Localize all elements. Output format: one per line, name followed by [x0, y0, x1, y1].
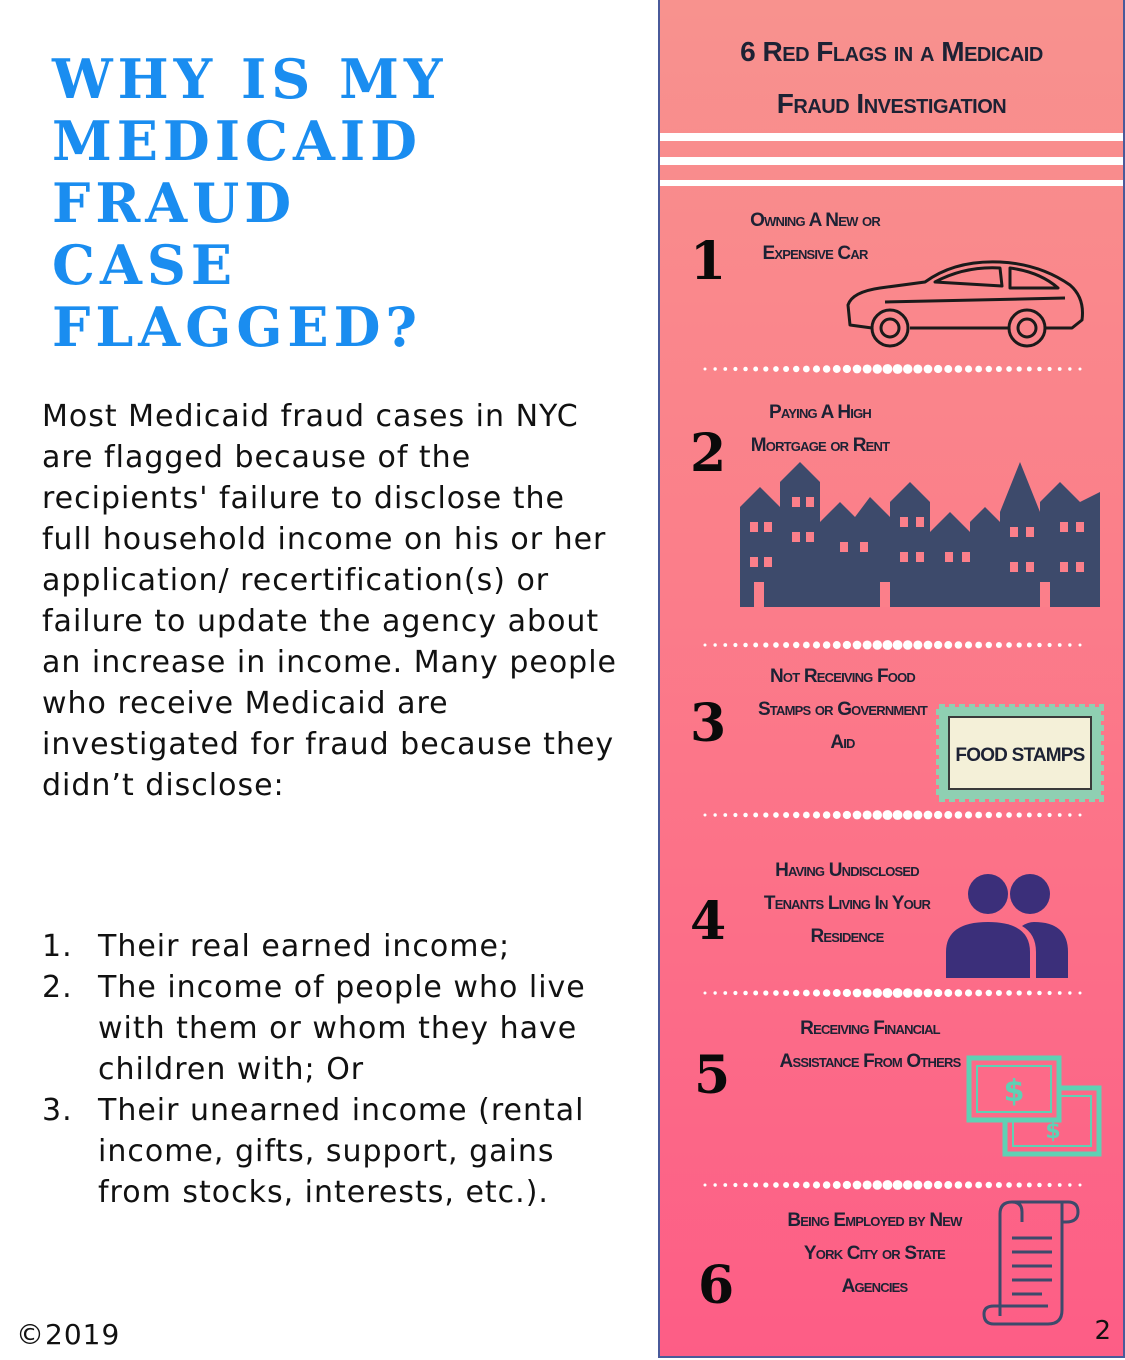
separator-dot	[704, 1184, 707, 1187]
separator-dot	[883, 364, 893, 374]
dotted-separator	[700, 986, 1085, 1000]
separator-dot	[803, 812, 810, 819]
separator-dot	[863, 810, 872, 819]
separator-dot	[1058, 991, 1062, 995]
separator-dot	[743, 1183, 748, 1188]
separator-dot	[924, 989, 933, 998]
separator-dot	[713, 813, 716, 816]
separator-dot	[1079, 368, 1082, 371]
separator-dot	[893, 1180, 903, 1190]
separator-dot	[934, 365, 942, 373]
separator-dot	[1079, 644, 1082, 647]
separator-dot	[996, 1182, 1002, 1188]
separator-dot	[1048, 1183, 1052, 1187]
separator-dot	[853, 1181, 862, 1190]
separator-dot	[753, 1183, 758, 1188]
separator-dot	[1037, 1183, 1042, 1188]
separator-dot	[733, 367, 737, 371]
separator-dot	[893, 364, 903, 374]
separator-dot	[753, 367, 758, 372]
separator-dot	[843, 365, 851, 373]
separator-dot	[743, 643, 748, 648]
separator-dot	[1027, 367, 1032, 372]
separator-dot	[1079, 1184, 1082, 1187]
separator-dot	[713, 367, 716, 370]
separator-dot	[704, 644, 707, 647]
separator-dot	[743, 991, 748, 996]
flag-number-4: 4	[690, 891, 727, 952]
separator-dot	[903, 364, 912, 373]
separator-dot	[823, 365, 831, 373]
separator-dot	[913, 640, 922, 649]
people-icon	[942, 872, 1072, 980]
title-line: WHY IS MY	[52, 47, 448, 111]
money-icon	[965, 1054, 1105, 1158]
separator-dot	[873, 810, 882, 819]
separator-dot	[913, 364, 922, 373]
separator-dot	[893, 810, 903, 820]
separator-dot	[753, 813, 758, 818]
separator-dot	[924, 365, 933, 374]
separator-dot	[833, 641, 841, 649]
separator-dot	[1006, 1182, 1012, 1188]
separator-dot	[955, 811, 963, 819]
separator-dot	[965, 365, 972, 372]
separator-dot	[823, 1181, 831, 1189]
separator-dot	[1027, 1183, 1032, 1188]
separator-dot	[783, 1182, 789, 1188]
separator-dot	[1006, 366, 1012, 372]
separator-dot	[1037, 643, 1042, 648]
separator-dot	[1079, 814, 1082, 817]
separator-dot	[773, 642, 779, 648]
scroll-icon	[982, 1198, 1082, 1330]
separator-dot	[955, 641, 963, 649]
flag-number-6: 6	[698, 1255, 735, 1316]
separator-dot	[996, 812, 1002, 818]
separator-dot	[883, 810, 893, 820]
separator-dot	[704, 368, 707, 371]
separator-dot	[863, 364, 872, 373]
title-line: MEDICAID	[52, 109, 422, 173]
separator-dot	[843, 811, 851, 819]
separator-dot	[893, 988, 903, 998]
separator-dot	[793, 642, 799, 648]
separator-dot	[813, 989, 820, 996]
separator-dot	[743, 813, 748, 818]
separator-dot	[955, 1181, 963, 1189]
copyright-notice: ©2019	[16, 1318, 121, 1351]
separator-dot	[773, 812, 779, 818]
separator-dot	[1058, 813, 1062, 817]
flag-number-2: 2	[690, 423, 727, 484]
separator-dot	[783, 990, 789, 996]
flag-label-line: Aid	[830, 732, 855, 753]
list-number: 3.	[42, 1093, 73, 1128]
separator-dot	[813, 1181, 820, 1188]
food-stamps-icon	[935, 703, 1105, 803]
flag-label-3	[740, 660, 945, 759]
separator-dot	[944, 989, 952, 997]
separator-dot	[975, 990, 982, 997]
separator-dot	[1017, 990, 1022, 995]
separator-dot	[1058, 643, 1062, 647]
list-number: 1.	[42, 929, 73, 964]
separator-dot	[965, 641, 972, 648]
separator-dot	[723, 367, 727, 371]
separator-dot	[743, 367, 748, 372]
separator-dot	[934, 1181, 942, 1189]
flag-label-line: Stamps or Government	[757, 699, 928, 720]
separator-dot	[975, 1182, 982, 1189]
separator-dot	[833, 365, 841, 373]
flag-number-3: 3	[690, 693, 727, 754]
intro-paragraph: Most Medicaid fraud cases in NYC are flagged because of the recipients' failure to disclose the full household income on his or her application/ recertification(s) or failure to update the agency about an increase in income. Many people who receive Medicaid are investigated for fraud because they didn’t disclose:	[42, 399, 618, 803]
separator-dot	[853, 811, 862, 820]
separator-dot	[986, 812, 992, 818]
separator-dot	[704, 814, 707, 817]
separator-dot	[944, 1181, 952, 1189]
separator-dot	[833, 811, 841, 819]
separator-dot	[873, 364, 882, 373]
list-text: The income of people who live with them or whom they have children with; Or	[98, 970, 586, 1087]
separator-dot	[955, 365, 963, 373]
separator-dot	[793, 990, 799, 996]
page-number: 2	[1094, 1316, 1111, 1346]
separator-dot	[733, 1183, 737, 1187]
separator-dot	[1048, 643, 1052, 647]
separator-dot	[934, 641, 942, 649]
separator-dot	[853, 989, 862, 998]
list-number: 2.	[42, 970, 73, 1005]
separator-dot	[833, 1181, 841, 1189]
separator-dot	[853, 365, 862, 374]
separator-dot	[965, 1181, 972, 1188]
separator-dot	[996, 366, 1002, 372]
separator-dot	[823, 641, 831, 649]
divider-stripe	[660, 180, 1123, 186]
separator-dot	[873, 1180, 882, 1189]
separator-dot	[733, 991, 737, 995]
separator-dot	[986, 990, 992, 996]
list-text: Their unearned income (rental income, gifts, support, gains from stocks, interests, etc.).	[98, 1093, 585, 1210]
separator-dot	[823, 989, 831, 997]
separator-dot	[713, 1183, 716, 1186]
flag-label-line: Mortgage or Rent	[750, 435, 890, 456]
separator-dot	[996, 990, 1002, 996]
dotted-separator	[700, 808, 1085, 822]
separator-dot	[965, 811, 972, 818]
separator-dot	[813, 365, 820, 372]
separator-dot	[913, 988, 922, 997]
separator-dot	[944, 641, 952, 649]
separator-dot	[1037, 991, 1042, 996]
separator-dot	[803, 1182, 810, 1189]
flag-label-line: Not Receiving Food	[770, 666, 915, 687]
separator-dot	[1017, 366, 1022, 371]
separator-dot	[924, 1181, 933, 1190]
infographic-title-line: Fraud Investigation	[776, 88, 1007, 119]
separator-dot	[733, 643, 737, 647]
separator-dot	[773, 1182, 779, 1188]
separator-dot	[783, 812, 789, 818]
flag-label-line: Expensive Car	[762, 243, 868, 264]
dollar-sign: $	[1003, 1074, 1025, 1109]
separator-dot	[893, 640, 903, 650]
flag-label-line: Having Undisclosed	[775, 860, 919, 881]
flag-label-4	[742, 854, 952, 953]
separator-dot	[773, 990, 779, 996]
separator-dot	[986, 366, 992, 372]
page-title	[52, 48, 612, 358]
infographic-title	[660, 26, 1123, 130]
separator-dot	[823, 811, 831, 819]
list-text: Their real earned income;	[98, 929, 511, 964]
separator-dot	[753, 991, 758, 996]
separator-dot	[863, 1180, 872, 1189]
separator-dot	[773, 366, 779, 372]
separator-dot	[763, 642, 768, 647]
separator-dot	[1006, 990, 1012, 996]
separator-dot	[713, 643, 716, 646]
separator-dot	[903, 810, 912, 819]
list-item	[42, 926, 622, 967]
separator-dot	[1017, 1182, 1022, 1187]
separator-dot	[1068, 643, 1071, 646]
separator-dot	[763, 366, 768, 371]
flag-label-line: Owning A New or	[750, 210, 880, 231]
separator-dot	[843, 989, 851, 997]
separator-dot	[723, 991, 727, 995]
separator-dot	[803, 642, 810, 649]
separator-dot	[723, 1183, 727, 1187]
separator-dot	[1027, 991, 1032, 996]
separator-dot	[763, 1182, 768, 1187]
separator-dot	[1027, 643, 1032, 648]
separator-dot	[944, 365, 952, 373]
separator-dot	[863, 988, 872, 997]
flag-label-2	[720, 396, 920, 462]
separator-dot	[1017, 812, 1022, 817]
separator-dot	[924, 641, 933, 650]
separator-dot	[803, 366, 810, 373]
separator-dot	[713, 991, 716, 994]
divider-stripe	[660, 133, 1123, 141]
food-stamps-label: FOOD STAMPS	[955, 745, 1085, 766]
list-item	[42, 1090, 622, 1213]
separator-dot	[843, 1181, 851, 1189]
flag-label-line: Paying A High	[769, 402, 871, 423]
separator-dot	[1006, 642, 1012, 648]
separator-dot	[1079, 992, 1082, 995]
separator-dot	[833, 989, 841, 997]
houses-icon	[740, 462, 1100, 607]
flag-label-line: Being Employed by New	[787, 1210, 962, 1231]
separator-dot	[753, 643, 758, 648]
separator-dot	[1048, 367, 1052, 371]
separator-dot	[1068, 991, 1071, 994]
separator-dot	[1068, 1183, 1071, 1186]
flag-label-line: York City or State	[803, 1243, 946, 1264]
separator-dot	[793, 366, 799, 372]
separator-dot	[944, 811, 952, 819]
separator-dot	[1006, 812, 1012, 818]
flag-label-5	[760, 1012, 980, 1078]
separator-dot	[975, 366, 982, 373]
list-item	[42, 967, 622, 1090]
infographic-title-line: 6 Red Flags in a Medicaid	[740, 36, 1043, 67]
separator-dot	[1058, 1183, 1062, 1187]
flag-number-5: 5	[694, 1045, 731, 1106]
title-line: FRAUD	[52, 171, 297, 235]
dotted-separator	[700, 638, 1085, 652]
separator-dot	[803, 990, 810, 997]
flag-label-line: Agencies	[841, 1276, 908, 1297]
flag-label-line: Assistance From Others	[779, 1051, 961, 1072]
separator-dot	[793, 1182, 799, 1188]
separator-dot	[924, 811, 933, 820]
separator-dot	[1048, 813, 1052, 817]
flag-label-line: Residence	[810, 926, 884, 947]
separator-dot	[733, 813, 737, 817]
separator-dot	[1027, 813, 1032, 818]
separator-dot	[723, 643, 727, 647]
separator-dot	[763, 812, 768, 817]
dollar-sign: $	[1045, 1119, 1061, 1144]
separator-dot	[704, 992, 707, 995]
separator-dot	[934, 989, 942, 997]
separator-dot	[813, 811, 820, 818]
separator-dot	[975, 812, 982, 819]
separator-dot	[903, 988, 912, 997]
dotted-separator	[700, 1178, 1085, 1192]
title-line: FLAGGED?	[52, 295, 423, 359]
reasons-list	[42, 926, 622, 1213]
separator-dot	[873, 640, 882, 649]
separator-dot	[1058, 367, 1062, 371]
flag-label-line: Tenants Living In Your	[763, 893, 931, 914]
separator-dot	[1068, 813, 1071, 816]
separator-dot	[996, 642, 1002, 648]
separator-dot	[934, 811, 942, 819]
separator-dot	[903, 1180, 912, 1189]
separator-dot	[863, 640, 872, 649]
dotted-separator	[700, 362, 1085, 376]
separator-dot	[986, 1182, 992, 1188]
separator-dot	[965, 989, 972, 996]
separator-dot	[873, 988, 882, 997]
separator-dot	[883, 988, 893, 998]
separator-dot	[1037, 367, 1042, 372]
separator-dot	[1068, 367, 1071, 370]
separator-dot	[853, 641, 862, 650]
separator-dot	[843, 641, 851, 649]
separator-dot	[723, 813, 727, 817]
separator-dot	[793, 812, 799, 818]
separator-dot	[783, 366, 789, 372]
flag-label-line: Receiving Financial	[800, 1018, 940, 1039]
separator-dot	[1017, 642, 1022, 647]
separator-dot	[986, 642, 992, 648]
separator-dot	[1037, 813, 1042, 818]
separator-dot	[813, 641, 820, 648]
title-line: CASE	[52, 233, 238, 297]
divider-stripe	[660, 157, 1123, 165]
separator-dot	[1048, 991, 1052, 995]
flag-number-1: 1	[690, 231, 727, 292]
separator-dot	[975, 642, 982, 649]
separator-dot	[955, 989, 963, 997]
separator-dot	[883, 640, 893, 650]
separator-dot	[903, 640, 912, 649]
separator-dot	[763, 990, 768, 995]
red-flags-infographic	[658, 0, 1125, 1358]
separator-dot	[783, 642, 789, 648]
car-icon	[840, 250, 1090, 355]
separator-dot	[913, 1180, 922, 1189]
separator-dot	[883, 1180, 893, 1190]
separator-dot	[913, 810, 922, 819]
flag-label-6	[762, 1204, 987, 1303]
